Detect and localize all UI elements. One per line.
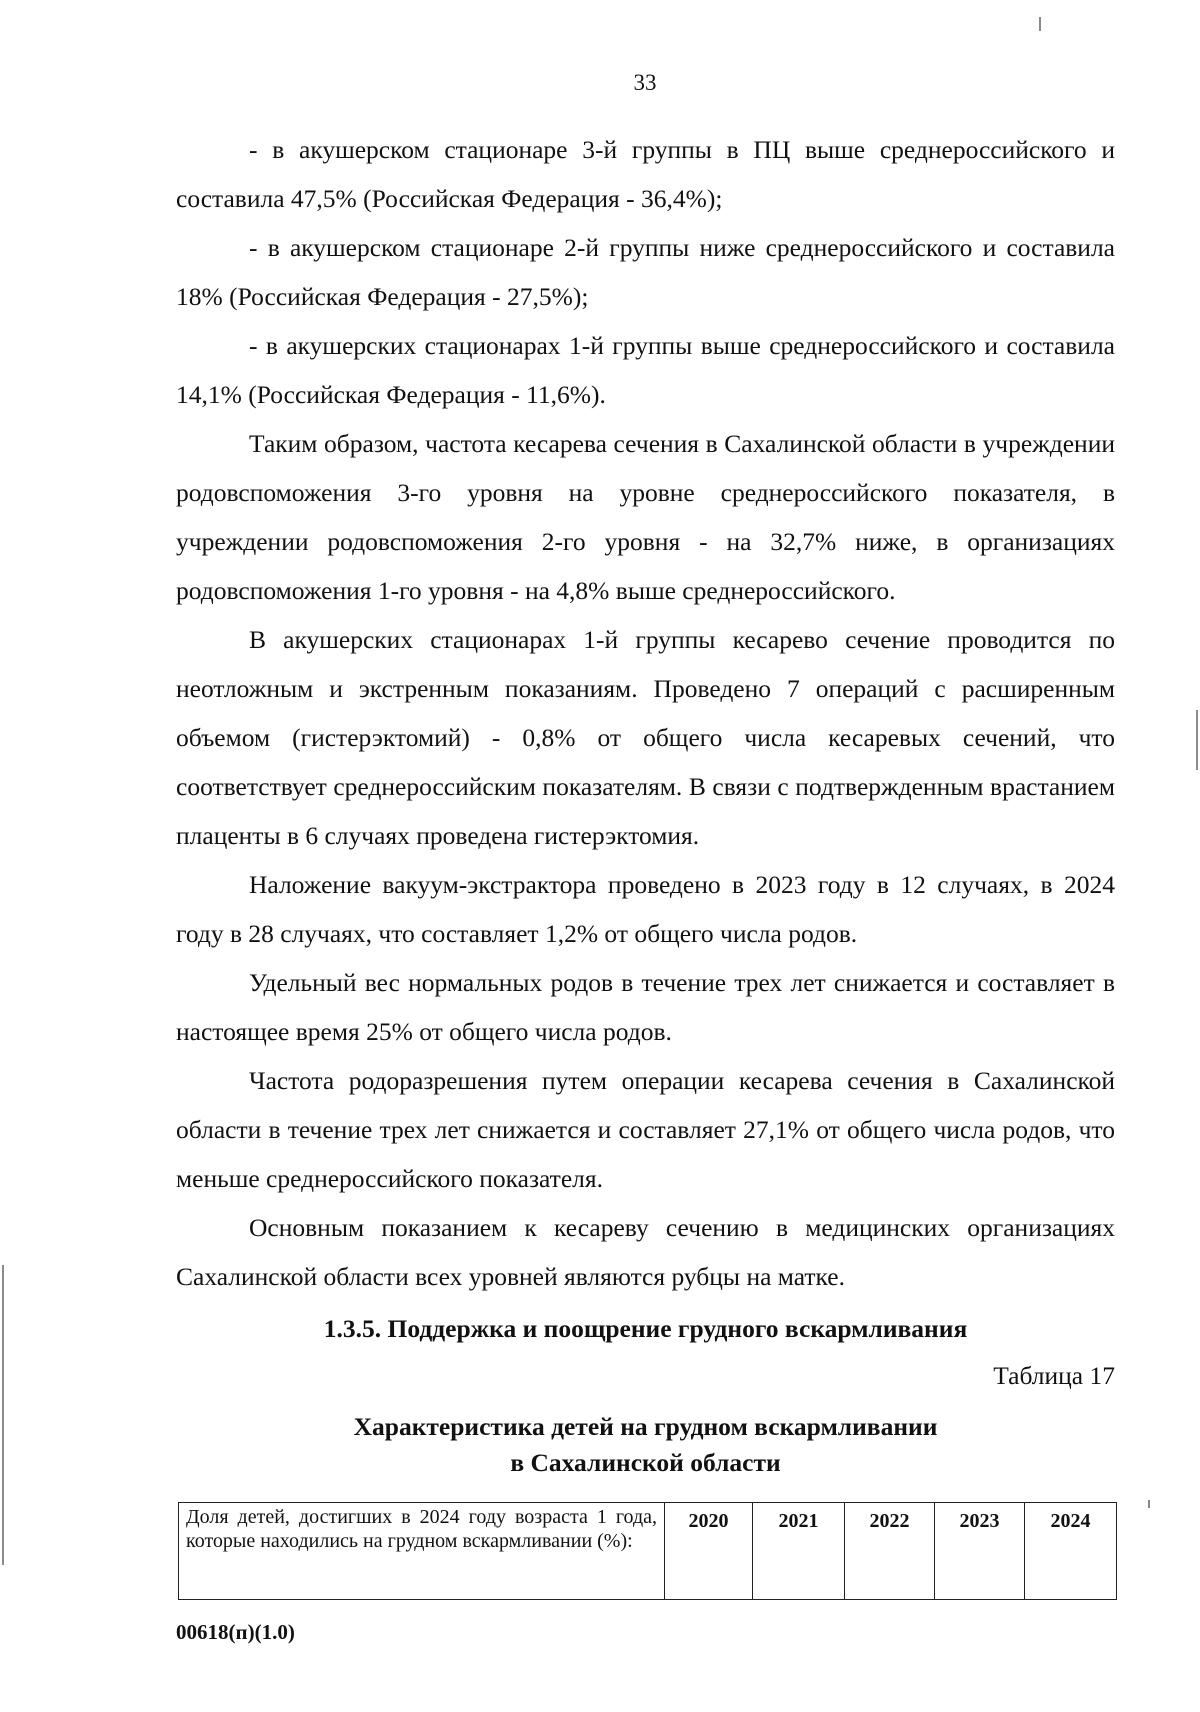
year-cell-2023: 2023 xyxy=(935,1503,1025,1600)
paragraph: - в акушерском стационаре 3-й группы в ПЦ выше среднероссийского и составила 47,5% (Российская Федерация - 36,4%); xyxy=(176,135,1115,213)
page-number: 33 xyxy=(633,70,657,95)
paragraph: Наложение вакуум-экстрактора проведено в 2023 году в 12 случаях, в 2024 году в 28 случаях, что составляет 1,2% от общего числа родов. xyxy=(176,870,1115,948)
scan-artifact-right-edge xyxy=(1196,710,1198,770)
table-number: Таблица 17 xyxy=(993,1361,1115,1390)
scan-artifact-left-edge xyxy=(2,1265,4,1565)
year-cell-2024: 2024 xyxy=(1025,1503,1117,1600)
table-title-line-2: в Сахалинской области xyxy=(510,1448,781,1477)
paragraph: Частота родоразрешения путем операции кесарева сечения в Сахалинской области в течение трех лет снижается и составляет 27,1% от общего числа родов, что меньше среднероссийского показателя. xyxy=(176,1066,1115,1193)
year-cell-2021: 2021 xyxy=(753,1503,845,1600)
year-cell-2020: 2020 xyxy=(665,1503,753,1600)
paragraph: Основным показанием к кесареву сечению в медицинских организациях Сахалинской области всех уровней являются рубцы на матке. xyxy=(176,1213,1115,1291)
table-title xyxy=(176,1409,1115,1481)
section-heading: 1.3.5. Поддержка и поощрение грудного вскармливания xyxy=(323,1314,968,1343)
scan-artifact-dot xyxy=(1148,1500,1150,1508)
paragraph: В акушерских стационарах 1-й группы кесарево сечение проводится по неотложным и экстренным показаниям. Проведено 7 операций с расширенным объемом (гистерэктомий) - 0,8% от общего числа кесаревых сечений, что соответствует среднероссийским показателям. В связи с подтвержденным врастанием плаценты в 6 случаях проведена гистерэктомия. xyxy=(176,625,1115,850)
paragraph: Удельный вес нормальных родов в течение трех лет снижается и составляет в настоящее время 25% от общего числа родов. xyxy=(176,968,1115,1046)
table-row xyxy=(179,1503,1117,1600)
scan-artifact-dot xyxy=(1039,17,1041,31)
paragraph: Таким образом, частота кесарева сечения в Сахалинской области в учреждении родовспоможения 3-го уровня на уровне среднероссийского показателя, в учреждении родовспоможения 2-го уровня - на 32,7% ниже, в организациях родовспоможения 1-го уровня - на 4,8% выше среднероссийского. xyxy=(176,429,1115,605)
table-title-line-1: Характеристика детей на грудном вскармливании xyxy=(353,1412,938,1441)
year-cell-2022: 2022 xyxy=(845,1503,935,1600)
paragraph: - в акушерском стационаре 2-й группы ниже среднероссийского и составила 18% (Российская Федерация - 27,5%); xyxy=(176,233,1115,311)
body-text xyxy=(176,125,1115,1301)
row-label-cell: Доля детей, достигших в 2024 году возраста 1 года, которые находились на грудном вскармливании (%): xyxy=(179,1503,665,1600)
paragraph: - в акушерских стационарах 1-й группы выше среднероссийского и составила 14,1% (Российская Федерация - 11,6%). xyxy=(176,331,1115,409)
breastfeeding-table xyxy=(178,1502,1117,1600)
footer-code: 00618(п)(1.0) xyxy=(176,1620,295,1644)
